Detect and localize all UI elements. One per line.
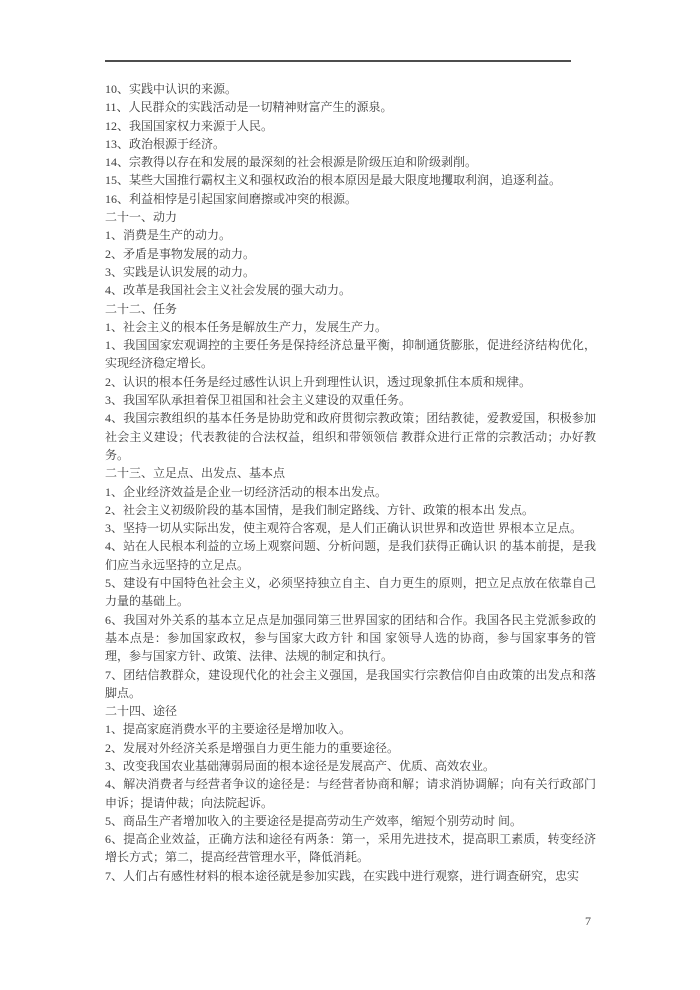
list-item: 6、提高企业效益，正确方法和途径有两条：第一，采用先进技术，提高职工素质，转变经济增长方式；第二，提高经营管理水平，降低消耗。 [105,832,596,865]
document-content [105,80,596,885]
section-heading: 二十三、立足点、出发点、基本点 [105,466,286,481]
list-item: 7、团结信教群众，建设现代化的社会主义强国，是我国实行宗教信仰自由政策的出发点和落脚点。 [105,667,596,700]
list-item: 1、社会主义的根本任务是解放生产力，发展生产力。 [105,319,388,334]
list-item: 1、企业经济效益是企业一切经济活动的根本出发点。 [105,484,388,499]
list-item: 2、发展对外经济关系是增强自力更生能力的重要途径。 [105,740,400,755]
list-item: 1、提高家庭消费水平的主要途径是增加收入。 [105,722,352,737]
list-item: 12、我国国家权力来源于人民。 [105,118,274,133]
list-item: 4、改革是我国社会主义社会发展的强大动力。 [105,283,352,298]
list-item: 5、建设有中国特色社会主义，必须坚持独立自主、自力更生的原则，把立足点放在依靠自己力量的基础上。 [105,576,596,609]
section-heading: 二十一、动力 [105,210,178,225]
header-rule [105,60,571,62]
list-item: 3、坚持一切从实际出发，使主观符合客观，是人们正确认识世界和改造世 界根本立足点。 [105,521,583,536]
list-item: 1、我国国家宏观调控的主要任务是保持经济总量平衡，抑制通货膨胀，促进经济结构优化，实现经济稳定增长。 [105,338,596,371]
section-heading: 二十二、任务 [105,301,178,316]
list-item: 2、矛盾是事物发展的动力。 [105,246,256,261]
list-item: 6、我国对外关系的基本立足点是加强同第三世界国家的团结和合作。我国各民主党派参政的基本点是：参加国家政权，参与国家大政方针 和国 家领导人选的协商，参与国家事务的管理，参与国家方针、政策、法律、法规的制定和执行。 [105,612,596,664]
list-item: 15、某些大国推行霸权主义和强权政治的根本原因是最大限度地攫取利润，追逐利益。 [105,173,562,188]
list-item: 4、解决消费者与经营者争议的途径是：与经营者协商和解；请求消协调解；向有关行政部门申诉；提请仲裁；向法院起诉。 [105,777,596,810]
list-item: 4、我国宗教组织的基本任务是协助党和政府贯彻宗教政策；团结教徒，爱教爱国，积极参加社会主义建设；代表教徒的合法权益，组织和带领领信 教群众进行正常的宗教活动；办好教务。 [105,411,596,462]
list-item: 10、实践中认识的来源。 [105,82,238,96]
list-item: 1、消费是生产的动力。 [105,228,232,243]
list-item: 11、人民群众的实践活动是一切精神财富产生的源泉。 [105,100,393,115]
list-item: 2、认识的根本任务是经过感性认识上升到理性认识，透过现象抓住本质和规律。 [105,374,532,389]
list-item: 3、改变我国农业基础薄弱局面的根本途径是发展高产、优质、高效农业。 [105,758,496,773]
list-item: 14、宗教得以存在和发展的最深刻的社会根源是阶级压迫和阶级剥削。 [105,155,478,170]
list-item: 2、社会主义初级阶段的基本国情，是我们制定路线、方针、政策的根本出 发点。 [105,502,535,517]
list-item: 3、我国军队承担着保卫祖国和社会主义建设的双重任务。 [105,393,412,408]
list-item: 7、人们占有感性材料的根本途径就是参加实践，在实践中进行观察，进行调查研究，忠实 [105,868,580,883]
list-item: 16、利益相悖是引起国家间磨擦或冲突的根源。 [105,191,358,206]
section-heading: 二十四、途径 [105,704,178,719]
list-item: 13、政治根源于经济。 [105,136,226,151]
list-item: 4、站在人民根本利益的立场上观察问题、分析问题，是我们获得正确认识 的基本前提，是我们应当永远坚持的立足点。 [105,539,596,572]
list-item: 5、商品生产者增加收入的主要途径是提高劳动生产效率，缩短个别劳动时 间。 [105,813,523,828]
list-item: 3、实践是认识发展的动力。 [105,264,256,279]
page-number: 7 [585,914,591,928]
